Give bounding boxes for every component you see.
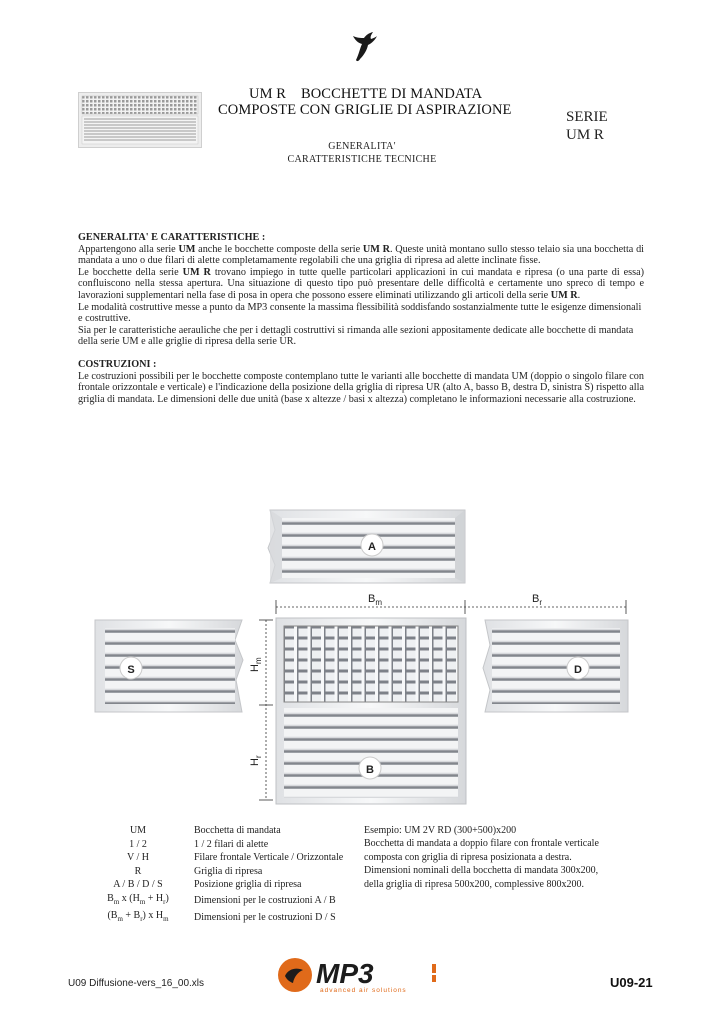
dimension-width bbox=[276, 600, 626, 614]
serie-label: SERIE bbox=[566, 109, 608, 125]
paragraph: Le bocchette della serie UM R trovano impiego in tutte quelle particolari applicazioni in cui mandata e ripresa (o una parte di essa) confluiscono nella stessa apertura. Una situazione di questo tipo può presentare delle difficoltà e certamente uno spreco di tempo e lavorazioni supplementari nella fase di posa in opera che possono essere eliminati utilizzando gli articoli della serie UM R. bbox=[78, 266, 644, 301]
paragraph: Appartengono alla serie UM anche le bocchette composte della serie UM R. Queste unità montano sullo stesso telaio sia una bocchetta di mandata a uno o due filari di alette completamamente regolabili che una griglia di ripresa ad alette inclinate fisse. bbox=[78, 243, 644, 267]
position-label-a: A bbox=[368, 541, 376, 553]
section-heading: GENERALITA' E CARATTERISTICHE : bbox=[78, 232, 266, 243]
example-line: composta con griglia di ripresa posizionata a destra. bbox=[364, 851, 572, 863]
position-label-b: B bbox=[366, 764, 374, 776]
page-number: U09-21 bbox=[610, 975, 653, 990]
footer-filename: U09 Diffusione-vers_16_00.xls bbox=[68, 978, 205, 989]
paragraph: Sia per le caratteristiche aerauliche che per i dettagli costruttivi si rimanda alle sezioni appositamente dedicate alle bocchette di mandata della serie UM e alle griglie di ripresa della serie UR. bbox=[78, 324, 634, 348]
bird-silhouette-icon bbox=[350, 30, 378, 64]
example-line: Bocchetta di mandata a doppio filare con frontale verticale bbox=[364, 838, 599, 850]
example-block bbox=[364, 824, 664, 891]
example-line: Dimensioni nominali della bocchetta di mandata 300x200, bbox=[364, 865, 599, 877]
doc-title-line2: COMPOSTE CON GRIGLIE DI ASPIRAZIONE bbox=[218, 102, 512, 118]
construction-diagram bbox=[0, 500, 724, 810]
doc-title-line1: UM R BOCCHETTE DI MANDATA bbox=[249, 86, 483, 102]
unit-a bbox=[268, 510, 465, 583]
legend-row: UM Bocchetta di mandata bbox=[129, 825, 281, 836]
dim-label-br: $B_r$ bbox=[532, 593, 543, 607]
brand-name: MP3 bbox=[316, 958, 374, 989]
dim-label-hm: $H_m$ bbox=[249, 657, 263, 672]
legend-row: V / H Filare frontale Verticale / Orizzontale bbox=[126, 852, 344, 863]
unit-s bbox=[95, 620, 243, 712]
paragraph: Le costruzioni possibili per le bocchette composte contemplano tutte le varianti alle bocchette di mandata UM (doppio o singolo filare con frontale orizzontale e verticale) e l'indicazione della posizione della griglia di ripresa UR (alto A, basso B, destra D, sinistra S) rispetto alla griglia di mandata. Le dimensioni delle due unità (base x altezze / basi x altezza) completano le informazioni necessarie alla costruzione. bbox=[78, 370, 644, 405]
brand-tagline: advanced air solutions bbox=[320, 987, 407, 994]
legend-row: 1 / 2 1 / 2 filari di alette bbox=[129, 838, 269, 850]
product-thumbnail bbox=[78, 92, 202, 148]
subtitle-generalita: GENERALITA' bbox=[328, 141, 396, 152]
legend-row: $B_m$ x $(H_m + H_r)$ Dimensioni per le costruzioni A / B bbox=[107, 892, 336, 906]
legend-table bbox=[88, 824, 343, 927]
brand-logo bbox=[276, 955, 448, 995]
paragraph: Le modalità costruttive messe a punto da MP3 consente la massima flessibilità soddisfando sostanzialmente tutte le esigenze dimensionali e costruttive. bbox=[78, 301, 642, 325]
unit-d bbox=[483, 620, 628, 712]
legend-row: $(B_m + B_r)$ x $H_m$ Dimensioni per le costruzioni D / S bbox=[107, 910, 336, 923]
position-label-s: S bbox=[127, 664, 135, 676]
example-line: Esempio: UM 2V RD (300+500)x200 bbox=[364, 825, 517, 836]
position-label-d: D bbox=[574, 664, 582, 676]
unit-main bbox=[276, 618, 466, 804]
example-line: della griglia di ripresa 500x200, complessive 800x200. bbox=[364, 878, 584, 890]
dimension-height bbox=[259, 620, 273, 800]
serie-code: UM R bbox=[566, 127, 604, 143]
section-heading: COSTRUZIONI : bbox=[78, 358, 157, 370]
subtitle-caratteristiche: CARATTERISTICHE TECNICHE bbox=[287, 154, 437, 165]
legend-row: R Griglia di ripresa bbox=[134, 865, 263, 877]
dim-label-bm: $B_m$ bbox=[368, 593, 383, 607]
section-generalita bbox=[78, 232, 644, 405]
dim-label-hr: $H_r$ bbox=[249, 755, 263, 766]
legend-row: A / B / D / S Posizione griglia di ripresa bbox=[113, 879, 302, 890]
